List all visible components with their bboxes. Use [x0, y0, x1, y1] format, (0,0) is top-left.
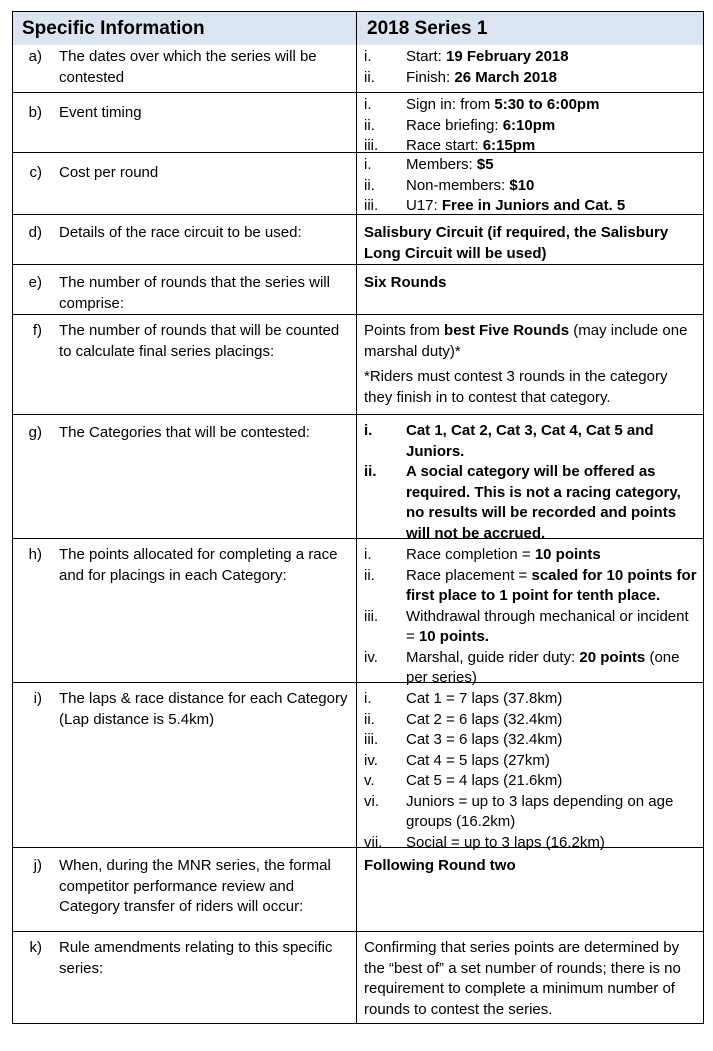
row-label-cell	[13, 153, 357, 214]
row-label-cell	[13, 215, 357, 264]
list-number: ii.	[364, 176, 375, 194]
list-text	[406, 710, 697, 731]
list-number: i.	[364, 690, 372, 707]
text-run: 6:10pm	[502, 116, 556, 134]
list-item	[364, 607, 697, 648]
text-run: $10	[509, 176, 535, 194]
list-number: iii.	[364, 607, 379, 625]
list-number: iii.	[364, 197, 379, 214]
list-text	[406, 116, 697, 137]
list-item	[364, 176, 697, 197]
text-run: 5:30 to 6:00pm	[494, 96, 600, 113]
text-run: Race briefing:	[406, 116, 503, 134]
table-header-row	[13, 12, 703, 45]
text-run: (may include one marshal duty)*	[364, 322, 688, 360]
table-row	[13, 314, 703, 414]
text-run: (one per series)	[406, 648, 680, 686]
list-item	[364, 751, 697, 772]
list-number: iv.	[364, 648, 378, 666]
list-item	[364, 68, 697, 89]
list-text	[406, 751, 697, 772]
row-value-cell	[357, 153, 703, 214]
list-item	[364, 95, 697, 116]
list-text	[406, 68, 697, 89]
list-text	[406, 95, 697, 116]
list-number: ii.	[364, 68, 375, 86]
list-item	[364, 689, 697, 710]
paragraph	[364, 321, 697, 362]
row-value-cell	[357, 932, 703, 1023]
row-label: The number of rounds that will be counted to calculate final series placings:	[59, 322, 340, 360]
row-label-cell	[13, 848, 357, 931]
table-row	[13, 152, 703, 214]
text-run: 20 points	[579, 648, 646, 666]
text-run: 10 points	[534, 546, 601, 563]
row-letter: k)	[29, 939, 42, 956]
row-label: When, during the MNR series, the formal competitor performance review and Category transfer of riders will occur:	[59, 857, 331, 915]
row-label-cell	[13, 45, 357, 92]
row-letter: i)	[33, 690, 42, 707]
table-row	[13, 538, 703, 686]
paragraph	[364, 273, 697, 294]
list-item	[364, 196, 697, 217]
row-letter: h)	[28, 546, 42, 563]
table-row	[13, 414, 703, 542]
list-text	[406, 566, 697, 607]
list-item	[364, 730, 697, 751]
list-number: vii.	[364, 833, 383, 851]
text-run: Confirming that series points are determined by the “best of” a set number of rounds; there is no requirement to complete a minimum number of rounds to contest the series.	[364, 939, 681, 1018]
row-letter: j)	[33, 857, 42, 874]
header-series-title: 2018 Series 1	[357, 12, 703, 45]
text-run: Race completion =	[406, 546, 535, 563]
table-row	[13, 847, 703, 931]
list-text	[406, 730, 697, 751]
list-number: iii.	[364, 731, 379, 748]
row-label-cell	[13, 683, 357, 847]
row-label: The dates over which the series will be contested	[59, 48, 317, 86]
row-label-cell	[13, 932, 357, 1023]
text-run: Start:	[406, 48, 447, 65]
row-label-cell	[13, 415, 357, 538]
text-run: Cat 1, Cat 2, Cat 3, Cat 4, Cat 5 and Juniors.	[406, 422, 654, 460]
list-item	[364, 771, 697, 792]
row-label: The points allocated for completing a race and for placings in each Category:	[59, 546, 338, 584]
text-run: 10 points.	[418, 628, 489, 645]
text-run: scaled for 10 points for first place to 1 point for tenth place.	[406, 566, 697, 604]
text-run: Withdrawal through mechanical or incident =	[406, 607, 689, 645]
text-run: $5	[476, 156, 494, 173]
list-number: ii.	[364, 566, 375, 584]
row-label: Details of the race circuit to be used:	[59, 224, 302, 241]
list-item	[364, 421, 697, 462]
row-value-cell	[357, 315, 703, 414]
text-run: Cat 5 = 4 laps (21.6km)	[406, 772, 563, 789]
text-run: *Riders must contest 3 rounds in the category they finish in to contest that category.	[364, 368, 668, 406]
text-run: Cat 4 = 5 laps (27km)	[406, 751, 550, 769]
list-number: ii.	[364, 116, 375, 134]
text-run: Cat 1 = 7 laps (37.8km)	[406, 690, 563, 707]
table-row	[13, 214, 703, 264]
list-number: ii.	[364, 710, 375, 728]
row-value-cell	[357, 93, 703, 152]
paragraph	[364, 367, 697, 408]
text-run: Members:	[406, 156, 477, 173]
list-number: ii.	[364, 463, 377, 480]
text-run: Points from	[364, 322, 445, 339]
row-value-cell	[357, 848, 703, 931]
table-row	[13, 931, 703, 1023]
list-number: i.	[364, 48, 372, 65]
list-text	[406, 47, 697, 68]
row-value-cell	[357, 539, 703, 686]
row-label: Rule amendments relating to this specific series:	[59, 939, 333, 977]
list-number: i.	[364, 546, 372, 563]
text-run: Cat 2 = 6 laps (32.4km)	[406, 710, 563, 728]
list-item	[364, 545, 697, 566]
row-value-cell	[357, 45, 703, 92]
list-item	[364, 566, 697, 607]
text-run: Six Rounds	[364, 274, 447, 291]
table-row	[13, 682, 703, 851]
row-label: The number of rounds that the series will comprise:	[59, 274, 330, 312]
paragraph	[364, 223, 697, 264]
row-value-cell	[357, 415, 703, 542]
paragraph	[364, 856, 697, 877]
text-run: U17:	[406, 197, 442, 214]
list-item	[364, 462, 697, 544]
row-letter: b)	[28, 104, 42, 121]
list-number: v.	[364, 772, 375, 789]
text-run: Following Round two	[364, 857, 516, 874]
row-letter: g)	[28, 424, 42, 441]
list-text	[406, 607, 697, 648]
header-specific-information: Specific Information	[13, 12, 357, 45]
table-row	[13, 92, 703, 152]
text-run: 6:15pm	[482, 137, 536, 154]
row-label: Cost per round	[59, 164, 159, 181]
list-text	[406, 689, 697, 710]
list-number: i.	[364, 96, 372, 113]
text-run: Social = up to 3 laps (16.2km)	[406, 833, 605, 851]
list-number: vi.	[364, 792, 379, 810]
row-letter: a)	[28, 48, 42, 65]
row-letter: f)	[32, 322, 42, 339]
list-text	[406, 792, 697, 833]
text-run: Juniors = up to 3 laps depending on age groups (16.2km)	[406, 792, 674, 830]
list-text	[406, 176, 697, 197]
row-value-cell	[357, 265, 703, 314]
text-run: Race start:	[406, 137, 483, 154]
list-number: iii.	[364, 137, 379, 154]
list-item	[364, 116, 697, 137]
text-run: 19 February 2018	[446, 48, 569, 65]
text-run: Cat 3 = 6 laps (32.4km)	[406, 731, 563, 748]
list-text	[406, 771, 697, 792]
list-number: i.	[364, 156, 372, 173]
text-run: Free in Juniors and Cat. 5	[441, 197, 626, 214]
text-run: Marshal, guide rider duty:	[406, 648, 580, 666]
list-item	[364, 792, 697, 833]
row-label-cell	[13, 265, 357, 314]
row-value-cell	[357, 215, 703, 264]
text-run: Salisbury Circuit (if required, the Salisbury Long Circuit will be used)	[364, 224, 669, 262]
table-row	[13, 45, 703, 92]
text-run: Sign in: from	[406, 96, 495, 113]
list-text	[406, 421, 697, 462]
row-label: The Categories that will be contested:	[59, 424, 310, 441]
list-text	[406, 545, 697, 566]
list-item	[364, 47, 697, 68]
list-number: iv.	[364, 751, 378, 769]
list-item	[364, 710, 697, 731]
text-run: A social category will be offered as required. This is not a racing category, no results will be recorded and points will not be accrued.	[406, 463, 681, 542]
row-label-cell	[13, 539, 357, 682]
text-run: Race placement =	[406, 566, 532, 584]
text-run: best Five Rounds	[444, 322, 570, 339]
row-label: Event timing	[59, 104, 142, 121]
series-info-table	[12, 11, 704, 1024]
text-run: 26 March 2018	[454, 68, 557, 86]
text-run: Finish:	[406, 68, 455, 86]
row-label-cell	[13, 93, 357, 152]
row-letter: d)	[28, 224, 42, 241]
list-text	[406, 155, 697, 176]
list-number: i.	[364, 422, 373, 439]
list-item	[364, 155, 697, 176]
row-letter: e)	[28, 274, 42, 291]
list-text	[406, 462, 697, 544]
row-letter: c)	[29, 164, 42, 181]
row-label: The laps & race distance for each Category (Lap distance is 5.4km)	[59, 690, 348, 728]
list-text	[406, 196, 697, 217]
row-value-cell	[357, 683, 703, 851]
text-run: Non-members:	[406, 176, 510, 194]
paragraph	[364, 938, 697, 1020]
table-row	[13, 264, 703, 314]
row-label-cell	[13, 315, 357, 414]
